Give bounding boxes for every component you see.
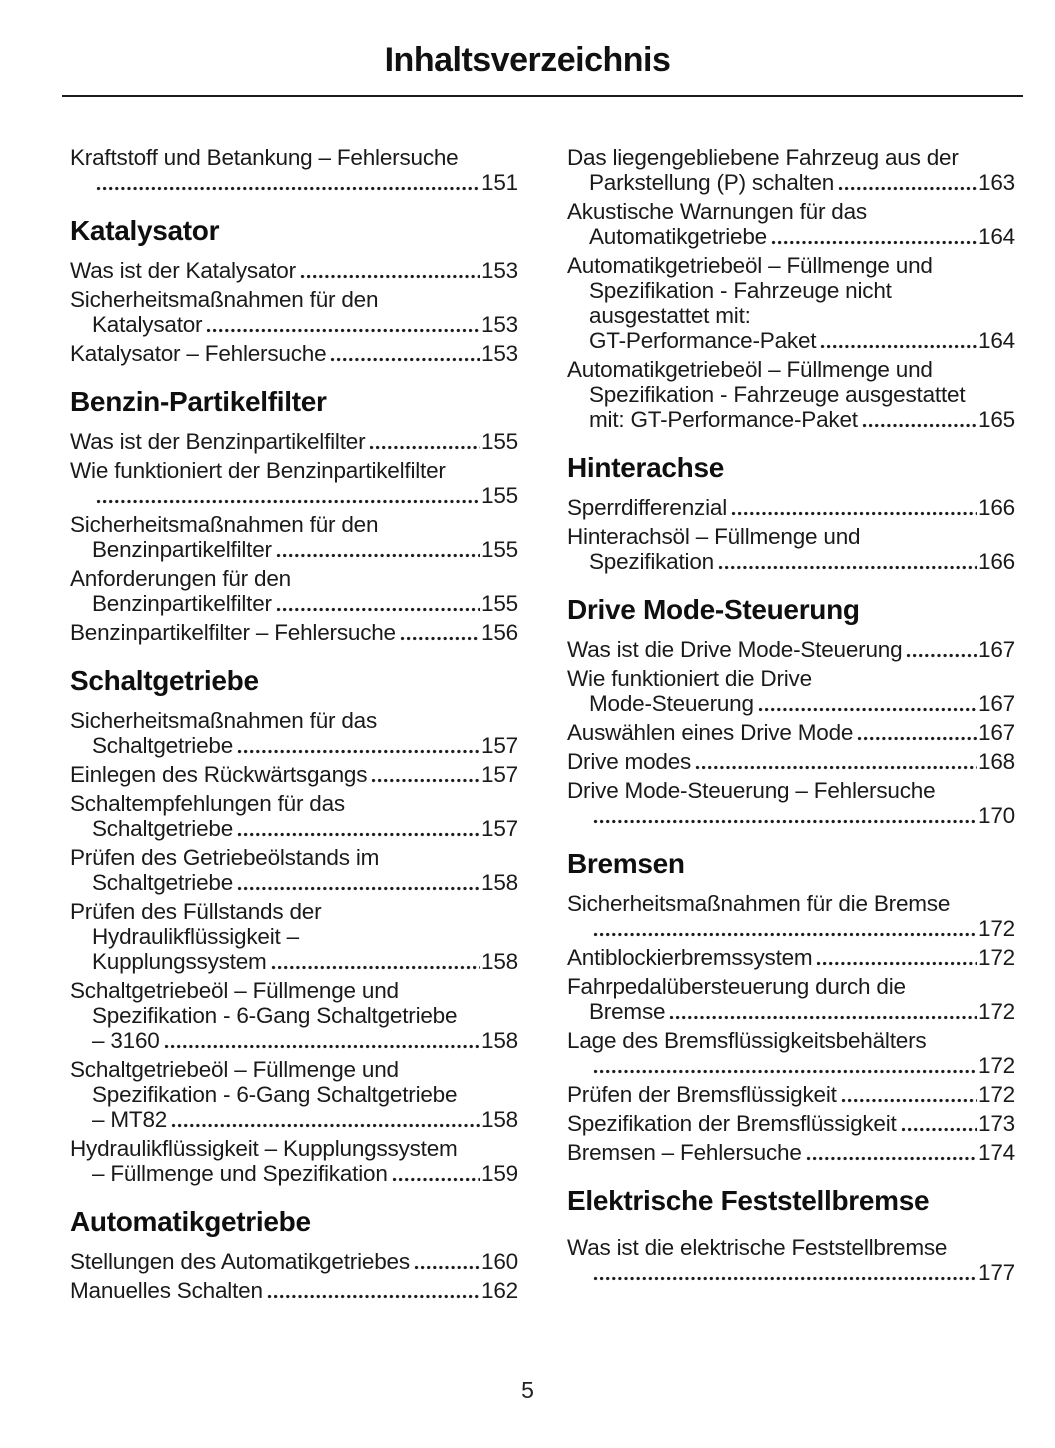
dot-leader bbox=[695, 765, 977, 770]
toc-entry bbox=[567, 637, 1015, 662]
toc-entry-text: GT-Performance-Paket bbox=[589, 328, 817, 353]
toc-entry-text: Spezifikation der Bremsflüssigkeit bbox=[567, 1111, 897, 1136]
toc-page-ref: 167 bbox=[978, 720, 1015, 745]
toc-entry-text: Was ist die Drive Mode-Steuerung bbox=[567, 637, 903, 662]
toc-page-ref: 172 bbox=[978, 916, 1015, 941]
toc-entry bbox=[70, 341, 518, 366]
toc-entry-line: Das liegengebliebene Fahrzeug aus der bbox=[567, 145, 959, 170]
toc-entry-line: Drive Mode-Steuerung – Fehlersuche bbox=[567, 778, 936, 803]
toc-section bbox=[70, 665, 518, 1186]
toc-entry bbox=[567, 1235, 1015, 1285]
toc-entry-text: – Füllmenge und Spezifikation bbox=[92, 1161, 388, 1186]
toc-section bbox=[567, 145, 1015, 432]
dot-leader bbox=[300, 274, 480, 279]
toc-entry-leader-line bbox=[567, 328, 1015, 353]
section-heading: Benzin-Partikelfilter bbox=[70, 386, 327, 417]
page-number: 5 bbox=[521, 1377, 534, 1403]
toc-page-ref: 172 bbox=[978, 945, 1015, 970]
toc-entry bbox=[567, 495, 1015, 520]
toc-entry-line: Schaltgetriebeöl – Füllmenge und bbox=[70, 1057, 399, 1082]
toc-entry bbox=[70, 762, 518, 787]
toc-entry bbox=[567, 749, 1015, 774]
toc-entry bbox=[567, 974, 1015, 1024]
toc-entry bbox=[70, 708, 518, 758]
toc-page-ref: 157 bbox=[481, 733, 518, 758]
toc-entry-text: Drive modes bbox=[567, 749, 692, 774]
dot-leader bbox=[330, 357, 480, 362]
dot-leader bbox=[593, 1276, 977, 1281]
toc-entry-leader-line bbox=[567, 1260, 1015, 1285]
toc-entry-text: Spezifikation bbox=[589, 549, 714, 574]
toc-entry-leader-line bbox=[567, 749, 1015, 774]
section-heading: Drive Mode-Steuerung bbox=[567, 594, 860, 625]
page-title: Inhaltsverzeichnis bbox=[384, 41, 671, 79]
toc-entry-line: Sicherheitsmaßnahmen für das bbox=[70, 708, 378, 733]
toc-page-ref: 162 bbox=[481, 1278, 518, 1303]
toc-entry bbox=[70, 1057, 518, 1132]
toc-entry-leader-line bbox=[70, 870, 518, 895]
toc-page-ref: 151 bbox=[481, 170, 518, 195]
toc-page-ref: 153 bbox=[481, 341, 518, 366]
toc-entry-text: Schaltgetriebe bbox=[92, 870, 234, 895]
toc-page-ref: 172 bbox=[978, 1082, 1015, 1107]
toc-entry-text: Kupplungssystem bbox=[92, 949, 267, 974]
toc-page-ref: 167 bbox=[978, 691, 1015, 716]
toc-entry-line: Sicherheitsmaßnahmen für den bbox=[70, 287, 379, 312]
dot-leader bbox=[371, 778, 480, 783]
toc-entry bbox=[70, 458, 518, 508]
toc-entry-leader-line bbox=[70, 341, 518, 366]
dot-leader bbox=[593, 932, 977, 937]
toc-entry bbox=[567, 199, 1015, 249]
toc-entry-line: Wie funktioniert die Drive bbox=[567, 666, 812, 691]
toc-entry-leader-line bbox=[567, 170, 1015, 195]
toc-entry bbox=[70, 845, 518, 895]
toc-entry bbox=[567, 945, 1015, 970]
toc-page-ref: 155 bbox=[481, 483, 518, 508]
toc-entry bbox=[70, 899, 518, 974]
toc-section bbox=[70, 215, 518, 366]
toc-entry-line: Lage des Bremsflüssigkeitsbehälters bbox=[567, 1028, 927, 1053]
toc-entry-leader-line bbox=[70, 733, 518, 758]
toc-entry-leader-line bbox=[70, 170, 518, 195]
toc-entry-line: Hinterachsöl – Füllmenge und bbox=[567, 524, 861, 549]
toc-page-ref: 155 bbox=[481, 429, 518, 454]
toc-entry bbox=[567, 891, 1015, 941]
toc-section bbox=[70, 1206, 518, 1303]
toc-page-ref: 160 bbox=[481, 1249, 518, 1274]
toc-entry-leader-line bbox=[70, 949, 518, 974]
toc-entry bbox=[70, 287, 518, 337]
toc-page-ref: 177 bbox=[978, 1260, 1015, 1285]
dot-leader bbox=[838, 186, 977, 191]
toc-entry-line: Automatikgetriebeöl – Füllmenge und bbox=[567, 357, 933, 382]
toc-entry-line: Fahrpedalübersteuerung durch die bbox=[567, 974, 906, 999]
dot-leader bbox=[669, 1015, 977, 1020]
toc-entry bbox=[70, 1278, 518, 1303]
toc-entry-text: Parkstellung (P) schalten bbox=[589, 170, 835, 195]
toc-entry-leader-line bbox=[567, 803, 1015, 828]
toc-entry bbox=[70, 566, 518, 616]
dot-leader bbox=[206, 328, 480, 333]
toc-entry bbox=[567, 145, 1015, 195]
toc-entry-leader-line bbox=[70, 483, 518, 508]
toc-entry-leader-line bbox=[70, 429, 518, 454]
toc-entry bbox=[567, 1082, 1015, 1107]
toc-entry-line: Wie funktioniert der Benzinpartikelfilter bbox=[70, 458, 446, 483]
dot-leader bbox=[857, 736, 977, 741]
section-heading: Automatikgetriebe bbox=[70, 1206, 311, 1237]
toc-entry-line: Prüfen des Füllstands der bbox=[70, 899, 322, 924]
toc-entry-text: Auswählen eines Drive Mode bbox=[567, 720, 854, 745]
toc-entry-leader-line bbox=[567, 224, 1015, 249]
toc-entry bbox=[567, 524, 1015, 574]
dot-leader bbox=[171, 1123, 480, 1128]
toc-page-ref: 173 bbox=[978, 1111, 1015, 1136]
toc-page-ref: 157 bbox=[481, 816, 518, 841]
toc-entry-text: Sperrdifferenzial bbox=[567, 495, 728, 520]
toc-entry-leader-line bbox=[70, 620, 518, 645]
toc-entry-leader-line bbox=[70, 1278, 518, 1303]
toc-page-ref: 172 bbox=[978, 999, 1015, 1024]
toc-column-right bbox=[567, 145, 1015, 1307]
toc-page-ref: 166 bbox=[978, 549, 1015, 574]
toc-entry-leader-line bbox=[567, 407, 1015, 432]
toc-entry-leader-line bbox=[70, 537, 518, 562]
toc-entry-text: Automatikgetriebe bbox=[589, 224, 767, 249]
toc-entry-line: Akustische Warnungen für das bbox=[567, 199, 867, 224]
toc-page-ref: 172 bbox=[978, 1053, 1015, 1078]
dot-leader bbox=[369, 445, 480, 450]
toc-entry-leader-line bbox=[70, 1028, 518, 1053]
toc-entry-leader-line bbox=[567, 1111, 1015, 1136]
toc-entry-text: Benzinpartikelfilter bbox=[92, 591, 272, 616]
toc-entry-line: Schaltgetriebeöl – Füllmenge und bbox=[70, 978, 399, 1003]
toc-page-ref: 170 bbox=[978, 803, 1015, 828]
toc-page-ref: 166 bbox=[978, 495, 1015, 520]
toc-column-left bbox=[70, 145, 518, 1307]
toc-entry-line: Automatikgetriebeöl – Füllmenge und bbox=[567, 253, 933, 278]
toc-page-ref: 167 bbox=[978, 637, 1015, 662]
dot-leader bbox=[237, 886, 480, 891]
toc-entry-text: mit: GT-Performance-Paket bbox=[589, 407, 858, 432]
toc-entry bbox=[70, 145, 518, 195]
toc-entry-text: Schaltgetriebe bbox=[92, 816, 234, 841]
dot-leader bbox=[771, 240, 977, 245]
header-divider bbox=[62, 95, 1023, 97]
dot-leader bbox=[806, 1156, 977, 1161]
toc-page-ref: 153 bbox=[481, 312, 518, 337]
dot-leader bbox=[731, 511, 977, 516]
toc-page-ref: 157 bbox=[481, 762, 518, 787]
toc-page-ref: 153 bbox=[481, 258, 518, 283]
toc-entry-line: Sicherheitsmaßnahmen für die Bremse bbox=[567, 891, 951, 916]
dot-leader bbox=[237, 832, 480, 837]
section-heading: Elektrische Feststellbremse bbox=[567, 1185, 930, 1216]
toc-section bbox=[567, 594, 1015, 828]
toc-entry-text: Benzinpartikelfilter bbox=[92, 537, 272, 562]
toc-entry-leader-line bbox=[567, 999, 1015, 1024]
toc-entry-leader-line bbox=[567, 916, 1015, 941]
toc-entry bbox=[567, 1028, 1015, 1078]
toc-page-ref: 156 bbox=[481, 620, 518, 645]
section-heading: Schaltgetriebe bbox=[70, 665, 259, 696]
toc-entry-text: Benzinpartikelfilter – Fehlersuche bbox=[70, 620, 396, 645]
toc-page-ref: 165 bbox=[978, 407, 1015, 432]
toc-entry-text: Was ist der Katalysator bbox=[70, 258, 296, 283]
dot-leader bbox=[841, 1098, 977, 1103]
toc-entry-leader-line bbox=[70, 258, 518, 283]
toc-entry-leader-line bbox=[70, 1161, 518, 1186]
toc-entry-text: Manuelles Schalten bbox=[70, 1278, 263, 1303]
toc-entry bbox=[70, 978, 518, 1053]
dot-leader bbox=[400, 636, 480, 641]
dot-leader bbox=[271, 965, 480, 970]
toc-entry-line: Sicherheitsmaßnahmen für den bbox=[70, 512, 379, 537]
toc-entry-text: Mode-Steuerung bbox=[589, 691, 754, 716]
toc-entry-line: Spezifikation - 6-Gang Schaltgetriebe bbox=[92, 1082, 458, 1107]
dot-leader bbox=[901, 1127, 977, 1132]
toc-section bbox=[567, 452, 1015, 574]
toc-entry-line: Prüfen des Getriebeölstands im bbox=[70, 845, 380, 870]
toc-page-ref: 158 bbox=[481, 1028, 518, 1053]
toc-section bbox=[70, 386, 518, 645]
toc-entry-text: Katalysator – Fehlersuche bbox=[70, 341, 327, 366]
dot-leader bbox=[816, 961, 977, 966]
toc-entry bbox=[567, 720, 1015, 745]
toc-entry-leader-line bbox=[567, 1082, 1015, 1107]
toc-entry-text: Was ist der Benzinpartikelfilter bbox=[70, 429, 366, 454]
dot-leader bbox=[267, 1294, 480, 1299]
toc-entry-line: Kraftstoff und Betankung – Fehlersuche bbox=[70, 145, 459, 170]
toc-page-ref: 164 bbox=[978, 328, 1015, 353]
toc-page-ref: 163 bbox=[978, 170, 1015, 195]
toc-entry-leader-line bbox=[70, 1107, 518, 1132]
toc-entry-leader-line bbox=[567, 945, 1015, 970]
toc-page-ref: 155 bbox=[481, 537, 518, 562]
dot-leader bbox=[392, 1177, 480, 1182]
toc-entry-leader-line bbox=[70, 1249, 518, 1274]
toc-entry-text: Stellungen des Automatikgetriebes bbox=[70, 1249, 410, 1274]
section-heading: Hinterachse bbox=[567, 452, 724, 483]
dot-leader bbox=[276, 607, 480, 612]
toc-entry-line: Schaltempfehlungen für das bbox=[70, 791, 345, 816]
toc-entry-leader-line bbox=[70, 816, 518, 841]
toc-entry-leader-line bbox=[70, 762, 518, 787]
toc-entry bbox=[70, 258, 518, 283]
toc-entry bbox=[70, 1136, 518, 1186]
toc-page-ref: 174 bbox=[978, 1140, 1015, 1165]
toc-page-ref: 158 bbox=[481, 1107, 518, 1132]
toc-page-ref: 159 bbox=[481, 1161, 518, 1186]
toc-content bbox=[70, 145, 1015, 1307]
dot-leader bbox=[414, 1265, 480, 1270]
toc-section bbox=[567, 1185, 1015, 1285]
toc-entry-leader-line bbox=[567, 495, 1015, 520]
toc-entry bbox=[567, 778, 1015, 828]
dot-leader bbox=[862, 423, 977, 428]
toc-entry-text: – 3160 bbox=[92, 1028, 160, 1053]
toc-entry-leader-line bbox=[567, 691, 1015, 716]
toc-page-ref: 155 bbox=[481, 591, 518, 616]
toc-entry-leader-line bbox=[567, 549, 1015, 574]
toc-entry bbox=[70, 620, 518, 645]
toc-entry-line: ausgestattet mit: bbox=[589, 303, 751, 328]
toc-page-ref: 158 bbox=[481, 949, 518, 974]
dot-leader bbox=[96, 186, 480, 191]
toc-entry bbox=[567, 1111, 1015, 1136]
dot-leader bbox=[593, 1069, 977, 1074]
toc-entry-line: Anforderungen für den bbox=[70, 566, 291, 591]
dot-leader bbox=[237, 749, 480, 754]
section-heading: Katalysator bbox=[70, 215, 220, 246]
toc-entry-leader-line bbox=[567, 1053, 1015, 1078]
toc-entry-line: Spezifikation - Fahrzeuge ausgestattet bbox=[589, 382, 966, 407]
toc-section bbox=[567, 848, 1015, 1165]
toc-entry-text: Einlegen des Rückwärtsgangs bbox=[70, 762, 368, 787]
dot-leader bbox=[820, 344, 977, 349]
toc-entry-line: Spezifikation - Fahrzeuge nicht bbox=[589, 278, 892, 303]
toc-entry-leader-line bbox=[70, 312, 518, 337]
toc-entry bbox=[567, 666, 1015, 716]
dot-leader bbox=[593, 819, 977, 824]
toc-entry-text: Prüfen der Bremsflüssigkeit bbox=[567, 1082, 837, 1107]
toc-entry-line: Was ist die elektrische Feststellbremse bbox=[567, 1235, 948, 1260]
toc-entry bbox=[567, 253, 1015, 353]
toc-entry-leader-line bbox=[567, 637, 1015, 662]
toc-section bbox=[70, 145, 518, 195]
toc-entry-leader-line bbox=[567, 1140, 1015, 1165]
dot-leader bbox=[164, 1044, 480, 1049]
toc-entry-text: Antiblockierbremssystem bbox=[567, 945, 813, 970]
dot-leader bbox=[96, 499, 480, 504]
toc-entry-text: Bremsen – Fehlersuche bbox=[567, 1140, 802, 1165]
toc-entry-text: Katalysator bbox=[92, 312, 203, 337]
toc-entry bbox=[70, 791, 518, 841]
toc-entry bbox=[70, 429, 518, 454]
toc-entry-text: Bremse bbox=[589, 999, 666, 1024]
toc-entry-line: Hydraulikflüssigkeit – Kupplungssystem bbox=[70, 1136, 458, 1161]
toc-entry bbox=[567, 1140, 1015, 1165]
toc-entry-line: Spezifikation - 6-Gang Schaltgetriebe bbox=[92, 1003, 458, 1028]
dot-leader bbox=[276, 553, 480, 558]
dot-leader bbox=[718, 565, 977, 570]
dot-leader bbox=[906, 653, 977, 658]
toc-entry-line: Hydraulikflüssigkeit – bbox=[92, 924, 299, 949]
toc-entry-leader-line bbox=[567, 720, 1015, 745]
dot-leader bbox=[758, 707, 977, 712]
toc-entry-leader-line bbox=[70, 591, 518, 616]
toc-entry-text: Schaltgetriebe bbox=[92, 733, 234, 758]
toc-entry-text: – MT82 bbox=[92, 1107, 168, 1132]
toc-page-ref: 168 bbox=[978, 749, 1015, 774]
toc-page-ref: 164 bbox=[978, 224, 1015, 249]
toc-entry bbox=[70, 1249, 518, 1274]
toc-page-ref: 158 bbox=[481, 870, 518, 895]
toc-entry bbox=[70, 512, 518, 562]
toc-entry bbox=[567, 357, 1015, 432]
section-heading: Bremsen bbox=[567, 848, 685, 879]
